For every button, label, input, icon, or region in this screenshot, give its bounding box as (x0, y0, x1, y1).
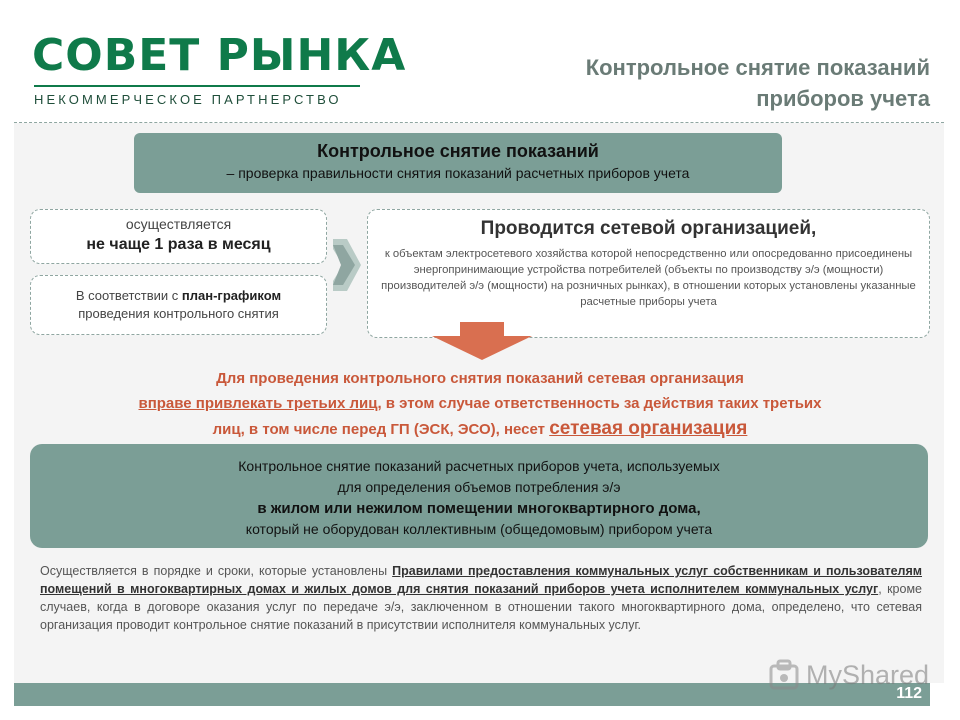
rules-reference: Правилами предоставления коммунальных услуг собственникам и пользователям помещений в многоквартирных домах и жилых домов для снятия показаний приборов учета исполнителем коммунальных услуг (40, 564, 923, 596)
schedule-box (30, 275, 327, 335)
slide-title-line-1: Контрольное снятие показаний (585, 55, 930, 80)
responsible-party: сетевая организация (549, 418, 748, 439)
third-party-line-1: Для проведения контрольного снятия показаний сетевая организация (216, 370, 744, 387)
definition-text: – проверка правильности снятия показаний расчетных приборов учета (226, 165, 690, 181)
procedure-paragraph (40, 562, 922, 634)
page-number: 112 (896, 685, 922, 702)
third-party-line-2 (40, 391, 920, 416)
frequency-box (30, 209, 327, 264)
arrow-right-icon (333, 233, 361, 297)
header-divider (14, 122, 944, 123)
network-text: к объектам электросетевого хозяйства которой непосредственно или опосредованно присоединены энергопринимающие устройства потребителей (объекты по производству э/э (мощности) производителей э/э (мощности) на розничных рынках), в отношении которых установлены указанные расчетные приборы учета (381, 248, 916, 308)
third-party-line-3-text: лиц, в том числе перед ГП (ЭСК, ЭСО), несет (212, 421, 550, 438)
procedure-after: , кроме случаев, когда в договоре оказания услуг по передаче э/э, заключенном в отношении такого многоквартирного дома, определено, что сетевая организация проводит контрольное снятие показаний в присутствии исполнителя коммунальных услуг. (40, 582, 923, 632)
definition-title: Контрольное снятие показаний (317, 141, 599, 161)
arrow-down-icon (432, 322, 532, 362)
schedule-prefix: В соответствии с (75, 288, 182, 303)
apartment-line-1: Контрольное снятие показаний расчетных приборов учета, используемых (238, 458, 720, 474)
schedule-text (31, 287, 326, 323)
logo-subtitle: НЕКОММЕРЧЕСКОЕ ПАРТНЕРСТВО (34, 92, 342, 107)
watermark-icon (768, 658, 802, 692)
slide-title (586, 52, 930, 114)
logo-divider (34, 85, 360, 87)
apartment-line-2: для определения объемов потребления э/э (337, 479, 621, 495)
network-org-box (367, 209, 930, 338)
third-party-underlined: вправе привлекать третьих лиц (138, 395, 378, 412)
network-title: Проводится сетевой организацией, (480, 218, 817, 239)
apartment-line-3: в жилом или нежилом помещении многоквартирного дома, (257, 500, 701, 517)
watermark-text: MyShared (806, 659, 930, 690)
third-party-note (40, 366, 920, 442)
frequency-line-2: не чаще 1 раза в месяц (86, 236, 271, 253)
logo-title: СОВЕТ РЫНКА (32, 30, 407, 81)
schedule-bold: план-графиком (181, 288, 282, 303)
frequency-line-1: осуществляется (125, 216, 232, 232)
third-party-line-3 (40, 416, 920, 442)
schedule-line-2: проведения контрольного снятия (78, 306, 279, 321)
apartment-note-box (30, 444, 928, 548)
slide-title-line-2: приборов учета (756, 86, 930, 111)
definition-box (134, 133, 782, 193)
procedure-before: Осуществляется в порядке и сроки, которые установлены (40, 564, 393, 578)
apartment-line-4: который не оборудован коллективным (общедомовым) прибором учета (245, 521, 713, 537)
third-party-line-2-rest: , в этом случае ответственность за действия таких третьих (377, 395, 822, 412)
